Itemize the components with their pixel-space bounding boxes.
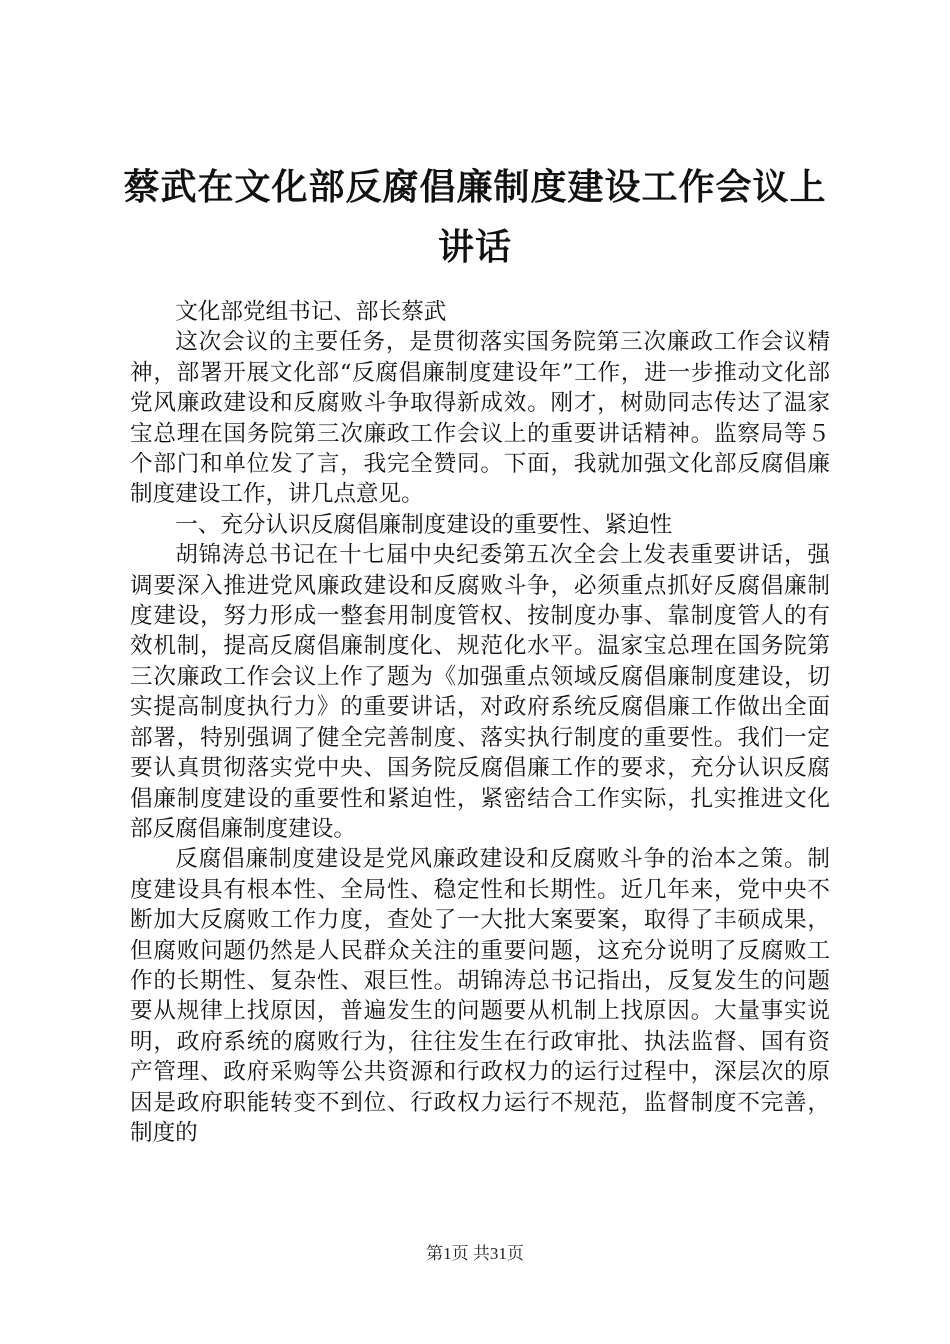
page-number-footer: 第1页 共31页: [426, 1244, 524, 1263]
section-heading: 一、充分认识反腐倡廉制度建设的重要性、紧迫性: [175, 511, 673, 538]
document-body: [130, 297, 830, 1148]
paragraph-body: 胡锦涛总书记在十七届中央纪委第五次全会上发表重要讲话，强调要深入推进党风廉政建设和反腐败斗争，必须重点抓好反腐倡廉制度建设，努力形成一整套用制度管权、按制度办事、靠制度管人的有效机制，提高反腐倡廉制度化、规范化水平。温家宝总理在国务院第三次廉政工作会议上作了题为《加强重点领域反腐倡廉制度建设，切实提高制度执行力》的重要讲话，对政府系统反腐倡廉工作做出全面部署，特别强调了健全完善制度、落实执行制度的重要性。我们一定要认真贯彻落实党中央、国务院反腐倡廉工作的要求，充分认识反腐倡廉制度建设的重要性和紧迫性，紧密结合工作实际，扎实推进文化部反腐倡廉制度建设。: [130, 542, 830, 842]
author-line: 文化部党组书记、部长蔡武: [175, 299, 447, 325]
document-title: 蔡武在文化部反腐倡廉制度建设工作会议上讲话: [123, 167, 827, 268]
paragraph-intro: 这次会议的主要任务，是贯彻落实国务院第三次廉政工作会议精神，部署开展文化部“反腐倡廉制度建设年”工作，进一步推动文化部党风廉政建设和反腐败斗争取得新成效。刚才，树勋同志传达了温家宝总理在国务院第三次廉政工作会议上的重要讲话精神。监察局等５个部门和单位发了言，我完全赞同。下面，我就加强文化部反腐倡廉制度建设工作，讲几点意见。: [130, 329, 830, 508]
paragraph-body: 反腐倡廉制度建设是党风廉政建设和反腐败斗争的治本之策。制度建设具有根本性、全局性、稳定性和长期性。近几年来，党中央不断加大反腐败工作力度，查处了一大批大案要案，取得了丰硕成果，但腐败问题仍然是人民群众关注的重要问题，这充分说明了反腐败工作的长期性、复杂性、艰巨性。胡锦涛总书记指出，反复发生的问题要从规律上找原因，普遍发生的问题要从机制上找原因。大量事实说明，政府系统的腐败行为，往往发生在行政审批、执法监督、国有资产管理、政府采购等公共资源和行政权力的运行过程中，深层次的原因是政府职能转变不到位、行政权力运行不规范，监督制度不完善，制度的: [130, 846, 830, 1146]
